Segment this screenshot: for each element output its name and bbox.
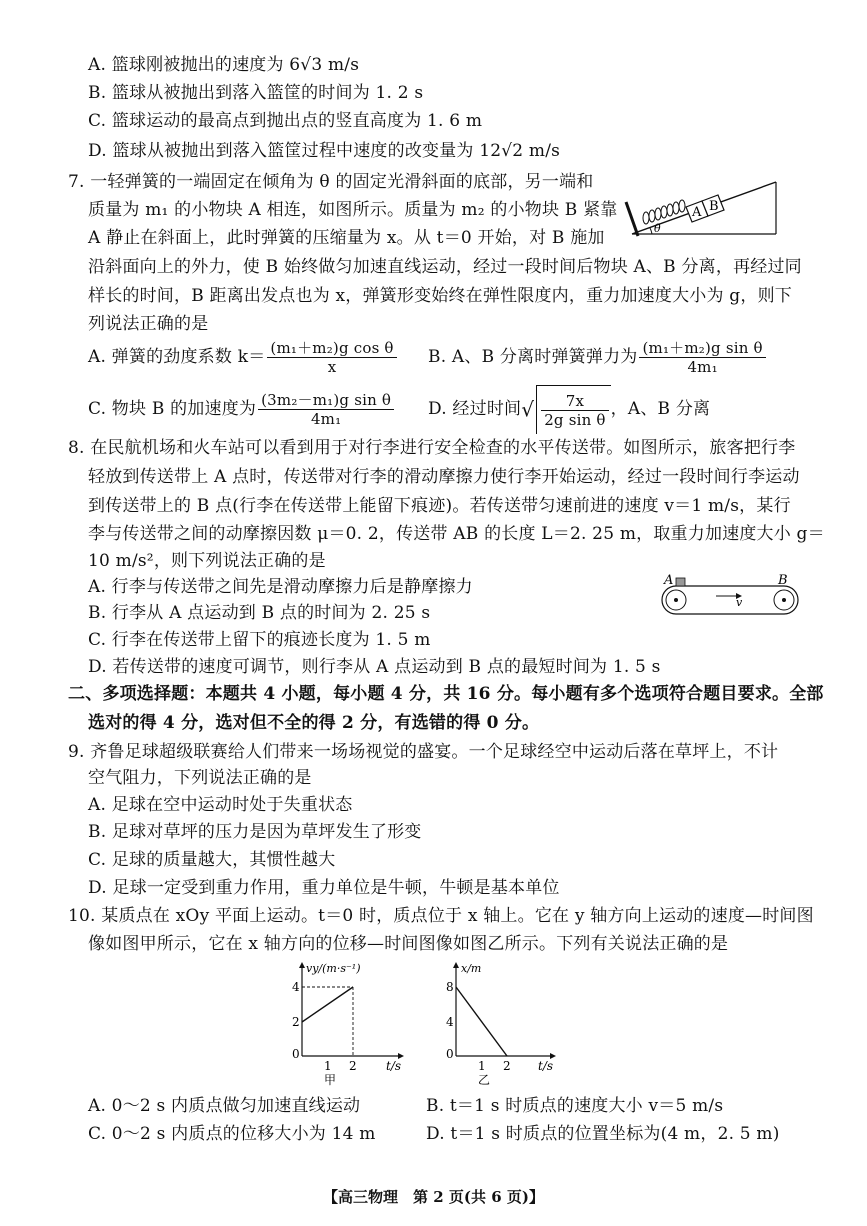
q7-option-d-numerator: 7x bbox=[541, 392, 608, 411]
q7-option-a-fraction bbox=[267, 339, 396, 376]
q7-stem-line-2: 质量为 m₁ 的小物块 A 相连，如图所示。质量为 m₂ 的小物块 B 紧靠 bbox=[88, 200, 618, 220]
q8-stem-line-2: 轻放到传送带上 A 点时，传送带对行李的滑动摩擦力使行李开始运动，经过一段时间行李运动 bbox=[88, 467, 800, 487]
section-2-heading-line-2: 选对的得 4 分，选对但不全的得 2 分，有选错的得 0 分。 bbox=[88, 713, 540, 733]
q7-label-theta: θ bbox=[654, 222, 661, 235]
q7-incline-figure bbox=[618, 176, 778, 240]
q8-option-b: B. 行李从 A 点运动到 B 点的时间为 2. 25 s bbox=[88, 603, 431, 623]
q7-option-c-denominator: 4m₁ bbox=[310, 410, 342, 428]
q7-option-b-numerator: (m₁＋m₂)g sin θ bbox=[639, 339, 765, 358]
yi-xtick-2: 2 bbox=[503, 1059, 511, 1073]
q7-stem-line-4: 沿斜面向上的外力，使 B 始终做匀加速直线运动，经过一段时间后物块 A、B 分离，再经过同 bbox=[88, 257, 802, 277]
q7-option-c-fraction bbox=[258, 391, 394, 428]
q7-option-a bbox=[88, 333, 399, 381]
jia-ylabel: vy/(m·s⁻¹) bbox=[306, 962, 361, 975]
q7-stem-line-1: 7. 一轻弹簧的一端固定在倾角为 θ 的固定光滑斜面的底部，另一端和 bbox=[68, 172, 594, 192]
yi-xtick-1: 1 bbox=[478, 1059, 486, 1073]
q9-option-b: B. 足球对草坪的压力是因为草坪发生了形变 bbox=[88, 822, 422, 842]
q8-option-c: C. 行李在传送带上留下的痕迹长度为 1. 5 m bbox=[88, 630, 431, 650]
q7-option-a-numerator: (m₁＋m₂)g cos θ bbox=[267, 339, 396, 358]
q7-option-b-fraction bbox=[639, 339, 765, 376]
q7-option-b-denominator: 4m₁ bbox=[687, 358, 718, 376]
yi-ylabel: x/m bbox=[461, 962, 482, 975]
q7-option-d-fraction bbox=[541, 392, 608, 429]
q6-option-a: A. 篮球刚被抛出的速度为 6√3 m/s bbox=[88, 55, 360, 75]
q10-option-c: C. 0～2 s 内质点的位移大小为 14 m bbox=[88, 1124, 376, 1144]
q10-option-a: A. 0～2 s 内质点做匀加速直线运动 bbox=[88, 1096, 361, 1116]
q10-option-b: B. t＝1 s 时质点的速度大小 v＝5 m/s bbox=[426, 1096, 724, 1116]
page-footer: 【高三物理 第 2 页(共 6 页)】 bbox=[323, 1188, 544, 1206]
jia-ytick-4: 4 bbox=[292, 980, 300, 994]
jia-origin: 0 bbox=[292, 1047, 300, 1061]
q7-option-c bbox=[88, 385, 396, 433]
q6-option-c: C. 篮球运动的最高点到抛出点的竖直高度为 1. 6 m bbox=[88, 111, 483, 131]
q9-option-a: A. 足球在空中运动时处于失重状态 bbox=[88, 795, 353, 815]
q7-option-b bbox=[428, 333, 768, 381]
q7-option-d: D. 经过时间√ $\frac{7x}{\text{2g sin θ}}$ ，A、B 分离 bbox=[428, 385, 710, 434]
q7-option-a-denominator: x bbox=[327, 358, 337, 376]
q10-graph-yi bbox=[440, 958, 562, 1086]
q6-option-b: B. 篮球从被抛出到落入篮筐的时间为 1. 2 s bbox=[88, 83, 424, 103]
q9-stem-line-1: 9. 齐鲁足球超级联赛给人们带来一场场视觉的盛宴。一个足球经空中运动后落在草坪上，不计 bbox=[68, 742, 779, 762]
q9-option-d: D. 足球一定受到重力作用，重力单位是牛顿，牛顿是基本单位 bbox=[88, 878, 560, 898]
q8-label-v: v bbox=[736, 596, 743, 609]
q10-option-d: D. t＝1 s 时质点的位置坐标为(4 m，2. 5 m) bbox=[426, 1124, 780, 1144]
q7-option-d-suffix: ，A、B 分离 bbox=[610, 399, 711, 419]
q7-option-c-numerator: (3m₂－m₁)g sin θ bbox=[258, 391, 394, 410]
q7-stem-line-6: 列说法正确的是 bbox=[88, 314, 209, 334]
q9-stem-line-2: 空气阻力，下列说法正确的是 bbox=[88, 768, 312, 788]
q10-stem-line-1: 10. 某质点在 xOy 平面上运动。t＝0 时，质点位于 x 轴上。它在 y 轴方向上运动的速度—时间图 bbox=[68, 906, 814, 926]
jia-xtick-1: 1 bbox=[324, 1059, 332, 1073]
yi-caption: 乙 bbox=[478, 1073, 491, 1086]
q8-label-b: B bbox=[778, 573, 788, 588]
q10-graph-jia bbox=[272, 958, 412, 1086]
luggage-icon bbox=[676, 578, 685, 586]
spring-icon bbox=[643, 200, 685, 224]
q7-stem-line-5: 样长的时间，B 距离出发点也为 x，弹簧形变始终在弹性限度内，重力加速度大小为 g，则下 bbox=[88, 286, 792, 306]
q8-stem-line-1: 8. 在民航机场和火车站可以看到用于对行李进行安全检查的水平传送带。如图所示，旅客把行李 bbox=[68, 438, 796, 458]
section-2-heading-line-1: 二、多项选择题：本题共 4 小题，每小题 4 分，共 16 分。每小题有多个选项符合题目要求。全部 bbox=[68, 684, 824, 704]
jia-ytick-2: 2 bbox=[292, 1015, 300, 1029]
q9-option-c: C. 足球的质量越大，其惯性越大 bbox=[88, 850, 336, 870]
jia-xlabel: t/s bbox=[386, 1059, 402, 1073]
q8-stem-line-4: 李与传送带之间的动摩擦因数 μ＝0. 2，传送带 AB 的长度 L＝2. 25 m，取重力加速度大小 g＝ bbox=[88, 524, 825, 544]
q7-option-d-prefix: D. 经过时间 bbox=[428, 399, 522, 419]
q7-label-a: A bbox=[692, 205, 702, 220]
q7-option-c-prefix: C. 物块 B 的加速度为 bbox=[88, 399, 257, 419]
q7-option-a-prefix: A. 弹簧的劲度系数 k＝ bbox=[88, 347, 266, 367]
q6-option-d: D. 篮球从被抛出到落入篮筐过程中速度的改变量为 12√2 m/s bbox=[88, 141, 561, 161]
q7-stem-line-3: A 静止在斜面上，此时弹簧的压缩量为 x。从 t＝0 开始，对 B 施加 bbox=[88, 228, 605, 248]
q8-stem-line-5: 10 m/s²，则下列说法正确的是 bbox=[88, 551, 326, 571]
jia-xtick-2: 2 bbox=[349, 1059, 357, 1073]
jia-caption: 甲 bbox=[324, 1073, 337, 1086]
jia-velocity-line bbox=[302, 987, 353, 1022]
q7-label-b: B bbox=[709, 199, 719, 214]
yi-ytick-8: 8 bbox=[446, 980, 454, 994]
q8-option-a: A. 行李与传送带之间先是滑动摩擦力后是静摩擦力 bbox=[88, 577, 473, 597]
yi-origin: 0 bbox=[446, 1047, 454, 1061]
q8-conveyor-figure bbox=[656, 570, 802, 620]
q8-option-d: D. 若传送带的速度可调节，则行李从 A 点运动到 B 点的最短时间为 1. 5 s bbox=[88, 657, 661, 677]
yi-position-line bbox=[456, 987, 507, 1056]
q7-option-b-prefix: B. A、B 分离时弹簧弹力为 bbox=[428, 347, 638, 367]
yi-ytick-4: 4 bbox=[446, 1015, 454, 1029]
q10-stem-line-2: 像如图甲所示，它在 x 轴方向的位移—时间图像如图乙所示。下列有关说法正确的是 bbox=[88, 934, 729, 954]
q7-option-d-denominator: 2g sin θ bbox=[544, 411, 606, 429]
q8-label-a: A bbox=[664, 573, 674, 588]
q8-stem-line-3: 到传送带上的 B 点(行李在传送带上能留下痕迹)。若传送带匀速前进的速度 v＝1 m/s，某行 bbox=[88, 496, 791, 516]
yi-xlabel: t/s bbox=[538, 1059, 554, 1073]
